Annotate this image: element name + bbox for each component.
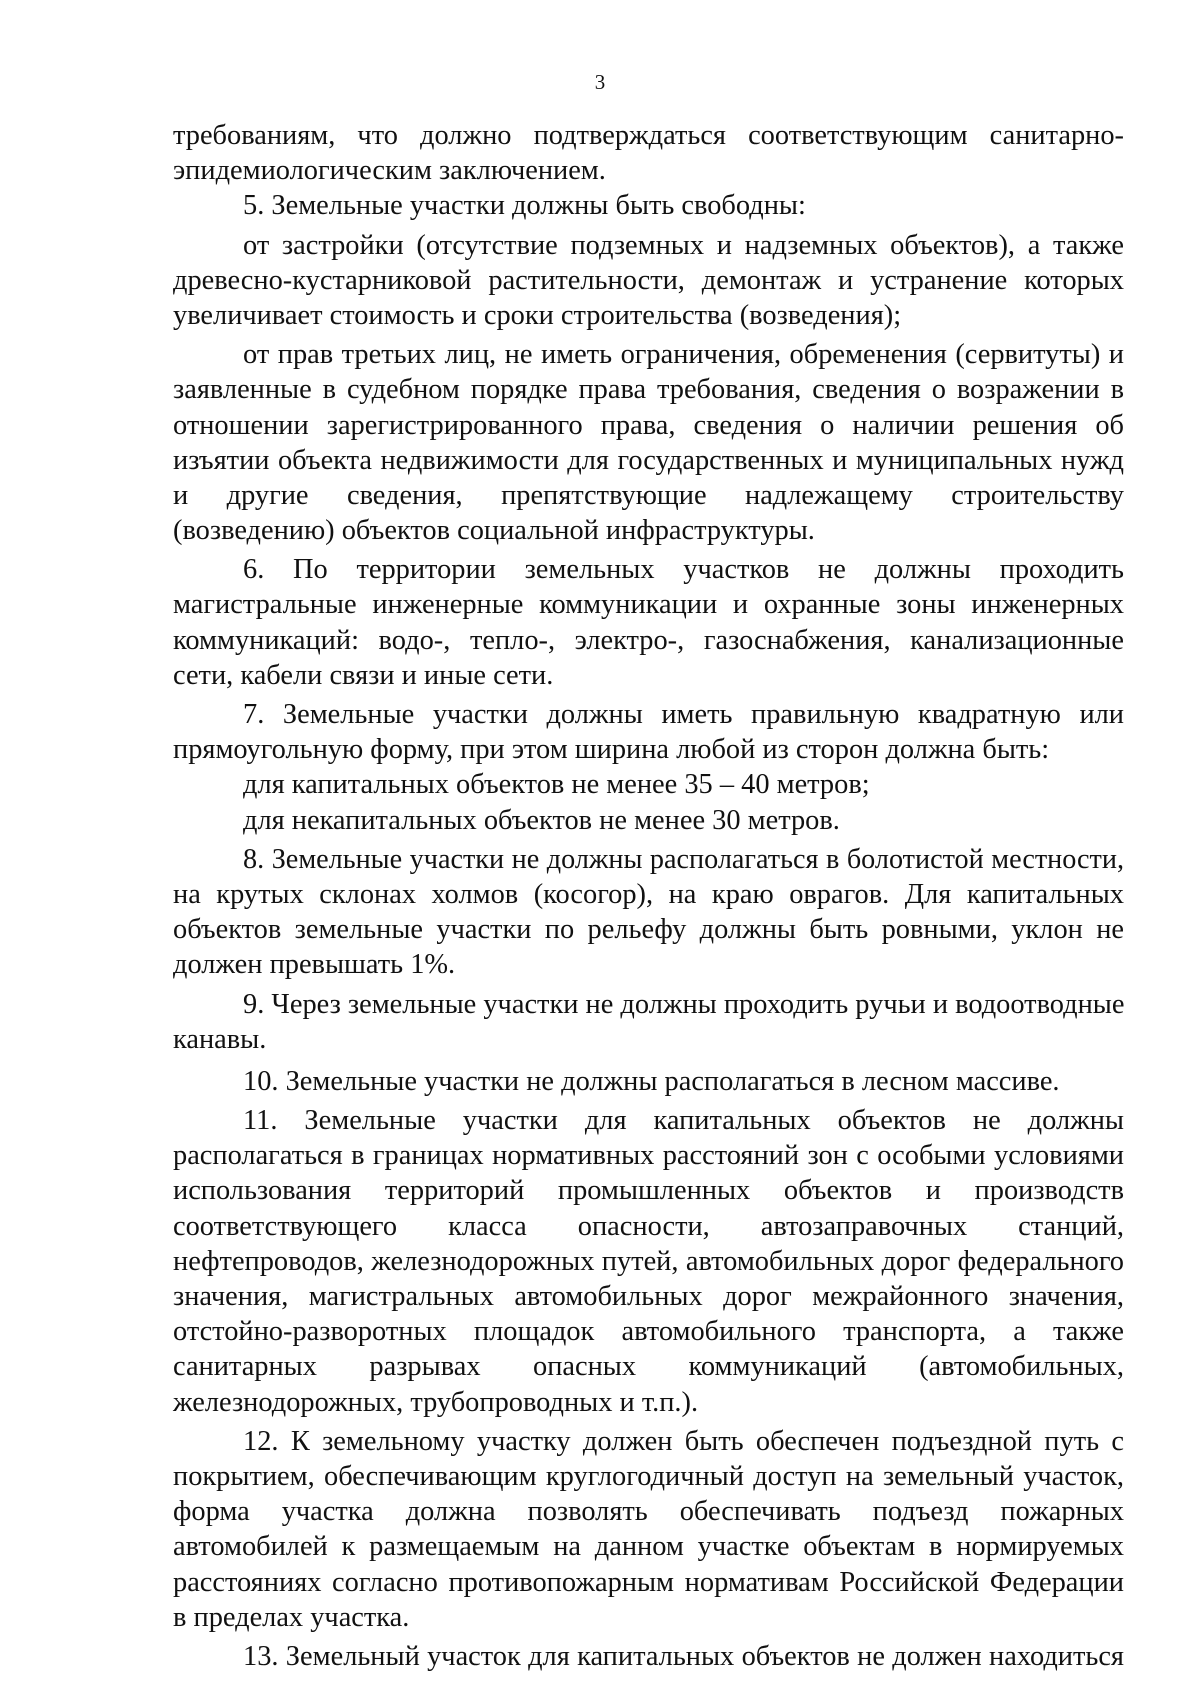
text-line: в пределах участка. (173, 1601, 410, 1633)
text-line: от прав третьих лиц, не иметь ограничения, обременения (сервитуты) и (243, 339, 1124, 371)
text-line: 6. По территории земельных участков не должны проходить (243, 554, 1124, 586)
text-line: (возведению) объектов социальной инфраструктуры. (173, 515, 815, 547)
text-line: прямоугольную форму, при этом ширина любой из сторон должна быть: (173, 734, 1050, 766)
text-line: требованиям, что должно подтверждаться соответствующим санитарно- (173, 120, 1124, 151)
text-line: автомобилей к размещаемым на данном участке объектам в нормируемых (173, 1531, 1124, 1563)
text-line: магистральные инженерные коммуникации и охранные зоны инженерных (173, 589, 1124, 621)
text-line: для некапитальных объектов не менее 30 метров. (243, 804, 840, 836)
text-line: канавы. (173, 1023, 267, 1055)
text-line: 10. Земельные участки не должны располагаться в лесном массиве. (243, 1065, 1060, 1097)
text-line: и другие сведения, препятствующие надлежащему строительству (173, 479, 1124, 511)
text-line: на крутых склонах холмов (косогор), на краю оврагов. Для капитальных (173, 878, 1124, 910)
text-line: коммуникаций: водо-, тепло-, электро-, газоснабжения, канализационные (173, 624, 1124, 656)
text-line: для капитальных объектов не менее 35 – 40 метров; (243, 769, 870, 801)
text-line: древесно-кустарниковой растительности, демонтаж и устранение которых (173, 264, 1124, 296)
text-line: санитарных разрывах опасных коммуникаций (автомобильных, (173, 1351, 1124, 1383)
text-line: 12. К земельному участку должен быть обеспечен подъездной путь с (243, 1425, 1124, 1457)
text-line: нефтепроводов, железнодорожных путей, автомобильных дорог федерального (173, 1245, 1124, 1277)
text-line: 11. Земельные участки для капитальных объектов не должны (243, 1105, 1124, 1137)
text-line: 8. Земельные участки не должны располагаться в болотистой местности, (243, 843, 1124, 875)
text-line: располагаться в границах нормативных расстояний зон с особыми условиями (173, 1140, 1124, 1172)
text-line: отношении зарегистрированного права, сведения о наличии решения об (173, 409, 1124, 441)
text-line: форма участка должна позволять обеспечивать подъезд пожарных (173, 1496, 1124, 1528)
text-line: 9. Через земельные участки не должны проходить ручьи и водоотводные (243, 988, 1125, 1020)
text-line: отстойно-разворотных площадок автомобильного транспорта, а также (173, 1316, 1124, 1348)
text-line: изъятии объекта недвижимости для государственных и муниципальных нужд (173, 444, 1124, 476)
text-line: объектов земельные участки по рельефу должны быть ровными, уклон не (173, 914, 1124, 946)
text-line: покрытием, обеспечивающим круглогодичный доступ на земельный участок, (173, 1460, 1124, 1492)
text-line: 13. Земельный участок для капитальных объектов не должен находиться (243, 1640, 1124, 1672)
text-line: 5. Земельные участки должны быть свободны: (243, 190, 806, 222)
text-line: должен превышать 1%. (173, 949, 456, 981)
text-line: расстояниях согласно противопожарным нормативам Российской Федерации (173, 1566, 1124, 1598)
text-line: от застройки (отсутствие подземных и надземных объектов), а также (243, 229, 1124, 261)
text-line: значения, магистральных автомобильных дорог межрайонного значения, (173, 1281, 1124, 1312)
text-line: эпидемиологическим заключением. (173, 155, 606, 187)
document-body (173, 118, 1124, 1674)
text-line: увеличивает стоимость и сроки строительства (возведения); (173, 299, 902, 331)
text-line: сети, кабели связи и иные сети. (173, 659, 554, 691)
text-line: 7. Земельные участки должны иметь правильную квадратную или (243, 699, 1124, 730)
text-line: железнодорожных, трубопроводных и т.п.). (173, 1386, 699, 1418)
page-number: 3 (594, 70, 606, 94)
text-line: заявленные в судебном порядке права требования, сведения о возражении в (173, 374, 1124, 406)
text-line: соответствующего класса опасности, автозаправочных станций, (173, 1210, 1124, 1242)
text-line: использования территорий промышленных объектов и производств (173, 1175, 1124, 1207)
